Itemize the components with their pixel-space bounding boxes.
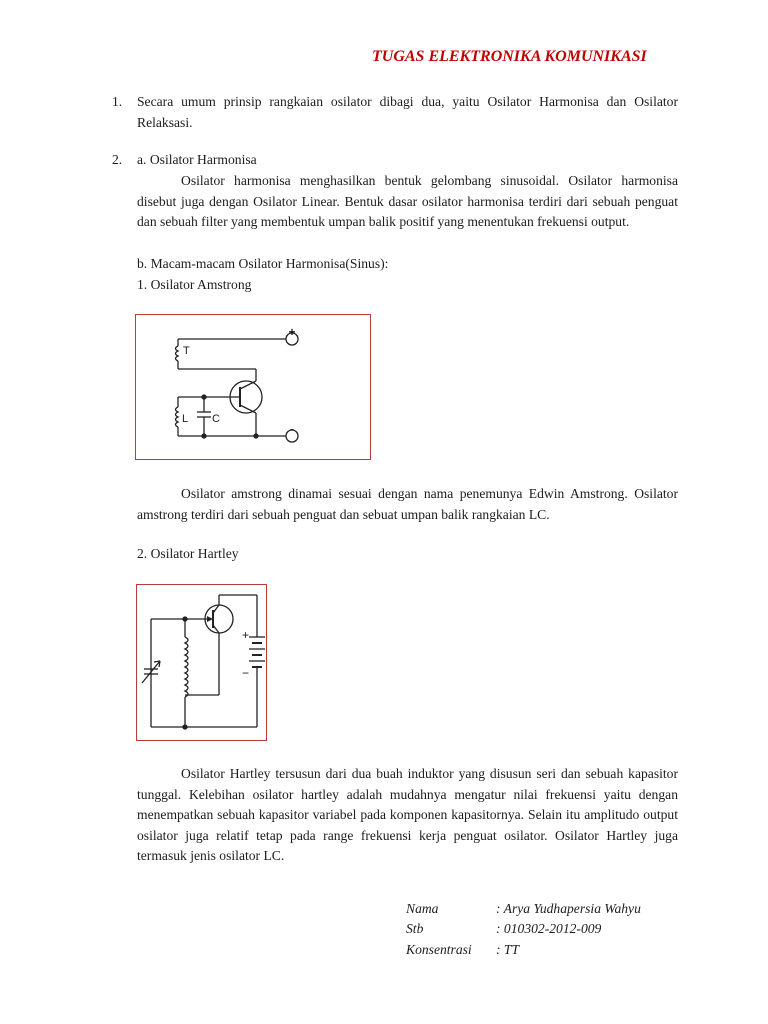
paragraph-osilator-harmonisa: Osilator harmonisa menghasilkan bentuk gelombang sinusoidal. Osilator harmonisa disebut juga dengan Osilator Linear. Bentuk dasar osilator harmonisa terdiri dari sebuah penguat dan sebuah filter yang membentuk umpan balik positif yang menentukan frekuensi output.	[137, 173, 678, 230]
amstrong-circuit-diagram	[136, 315, 369, 458]
coil-l	[176, 407, 179, 427]
item-number-2: 2.	[112, 152, 123, 167]
paragraph-osilator-hartley: Osilator Hartley tersusun dari dua buah induktor yang disusun seri dan sebuah kapasitor tunggal. Kelebihan osilator hartley adalah mudahnya mengatur nilai frekuensi yaitu dengan menempatkan sebuah kapasitor variabel pada komponen kapasitornya. Selain itu amplitudo output osilator juga relatif tetap pada range frekuensi kerja penguat osilator. Osilator Hartley juga termasuk jenis osilator LC.	[137, 766, 678, 864]
battery-minus-label: −	[242, 666, 250, 680]
figure-amstrong-circuit	[135, 314, 371, 460]
document-title: TUGAS ELEKTRONIKA KOMUNIKASI	[372, 48, 647, 65]
paragraph-osilator-amstrong: Osilator amstrong dinamai sesuai dengan nama penemunya Edwin Amstrong. Osilator amstrong terdiri dari sebuah penguat dan sebuat umpan balik rangkaian LC.	[137, 486, 678, 522]
label-l: L	[182, 413, 189, 425]
heading-osilator-amstrong: 1. Osilator Amstrong	[137, 277, 252, 292]
signature-value-konsentrasi: : TT	[496, 942, 520, 957]
item-1-text: Secara umum prinsip rangkaian osilator dibagi dua, yaitu Osilator Harmonisa dan Osilator Relaksasi.	[137, 94, 678, 130]
tapped-inductor	[185, 637, 188, 697]
coil-t	[176, 346, 179, 361]
heading-macam-osilator: b. Macam-macam Osilator Harmonisa(Sinus):	[137, 256, 389, 271]
signature-value-stb: : 010302-2012-009	[496, 921, 602, 936]
signature-label-nama: Nama	[406, 901, 439, 916]
label-t: T	[183, 345, 190, 357]
figure-hartley-circuit	[136, 584, 267, 741]
heading-osilator-hartley: 2. Osilator Hartley	[137, 546, 239, 561]
signature-label-stb: Stb	[406, 921, 424, 936]
heading-osilator-harmonisa: a. Osilator Harmonisa	[137, 152, 257, 167]
signature-value-nama: : Arya Yudhapersia Wahyu	[496, 901, 641, 916]
battery-plus-label: +	[242, 628, 250, 642]
plus-label: +	[288, 325, 296, 339]
item-number-1: 1.	[112, 94, 123, 109]
label-c: C	[212, 413, 220, 425]
hartley-circuit-diagram	[137, 585, 265, 739]
minus-label: -	[290, 422, 294, 436]
signature-label-konsentrasi: Konsentrasi	[406, 942, 472, 957]
